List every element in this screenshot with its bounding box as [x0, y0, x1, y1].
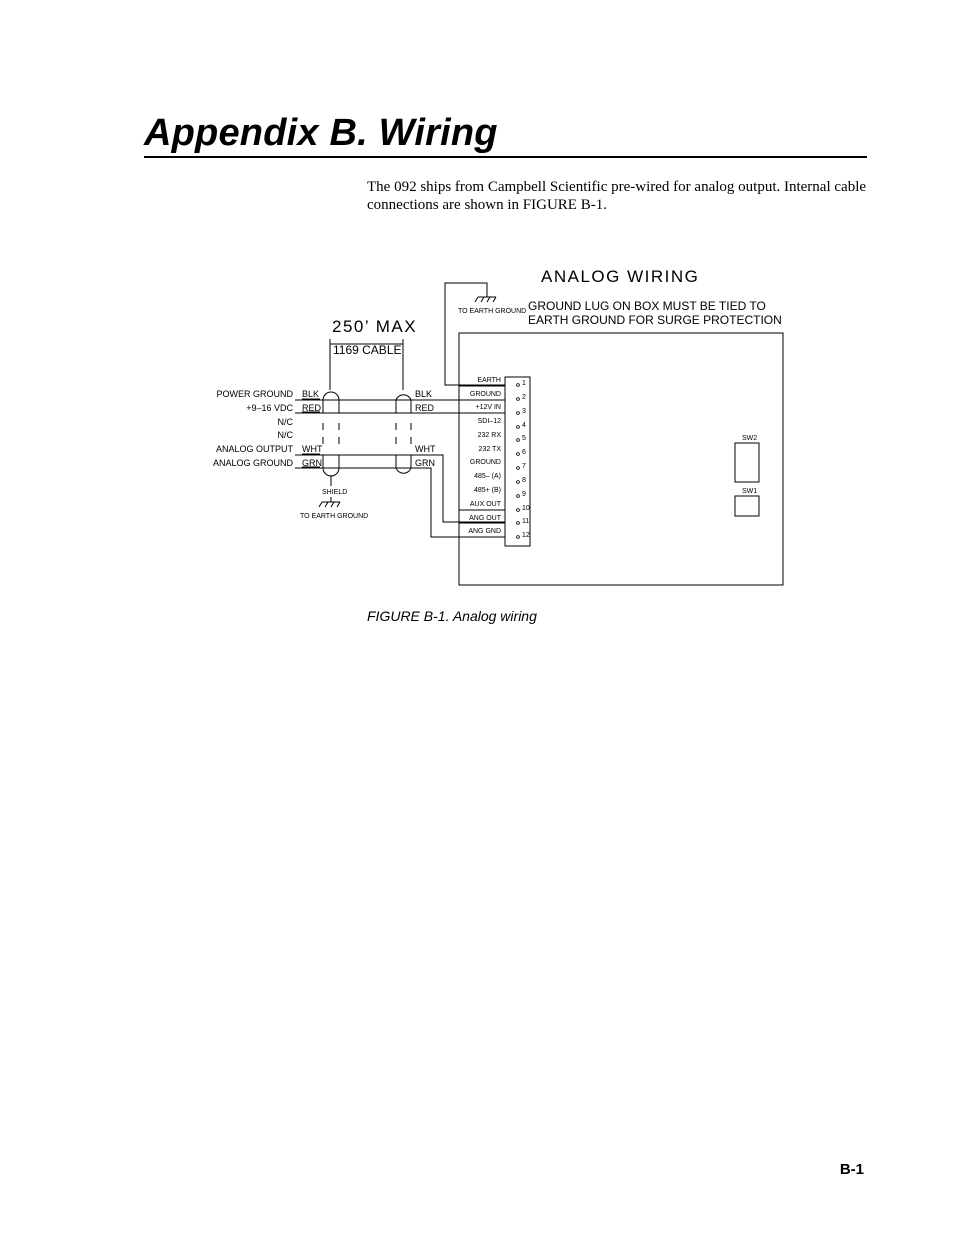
wire-color-right: BLK: [415, 389, 433, 399]
switch-sw2-outline: [735, 443, 759, 482]
terminal-number: 1: [522, 380, 526, 387]
cable-length-label: 250’ MAX: [332, 317, 418, 336]
shield-ground-label: TO EARTH GROUND: [300, 513, 369, 520]
terminal-label: 232 TX: [478, 446, 501, 453]
page-number: B-1: [839, 1161, 864, 1178]
switch-sw2-label: SW2: [742, 435, 758, 442]
terminal-label: 485– (A): [474, 473, 501, 480]
figure-caption: FIGURE B-1. Analog wiring: [367, 608, 537, 624]
wire-color-left: GRN: [302, 458, 322, 468]
terminal-label: ANG GND: [468, 528, 501, 535]
shield-label: SHIELD: [322, 489, 348, 496]
terminal-number: 2: [522, 394, 526, 401]
signal-label: ANALOG OUTPUT: [215, 444, 293, 454]
enclosure-box: [459, 333, 783, 585]
signal-label: N/C: [277, 430, 293, 440]
terminal-label: GROUND: [469, 459, 501, 466]
intro-paragraph: The 092 ships from Campbell Scientific pre-wired for analog output. Internal cable connections are shown in FIGURE B-1.: [367, 179, 867, 213]
signal-label: N/C: [277, 417, 293, 427]
terminal-label: GROUND: [469, 391, 501, 398]
wire-color-left: WHT: [302, 444, 323, 454]
terminal-number: 9: [522, 491, 526, 498]
terminal-number: 11: [522, 518, 530, 525]
signal-label: ANALOG GROUND: [212, 458, 293, 468]
terminal-label: 485+ (B): [473, 487, 501, 494]
switch-sw1-outline: [735, 496, 759, 516]
signal-label: POWER GROUND: [216, 389, 293, 399]
earth-ground-top-label: TO EARTH GROUND: [458, 308, 527, 315]
terminal-number: 4: [522, 422, 526, 429]
wire-color-right: GRN: [415, 458, 435, 468]
switch-sw1-label: SW1: [742, 488, 758, 495]
terminal-label: +12V IN: [475, 404, 501, 411]
terminal-label: EARTH: [477, 377, 501, 384]
terminal-number: 7: [522, 463, 526, 470]
page-title: Appendix B. Wiring: [144, 112, 498, 154]
terminal-number: 3: [522, 408, 526, 415]
ground-note-line1: GROUND LUG ON BOX MUST BE TIED TO: [528, 299, 766, 313]
terminal-number: 8: [522, 477, 526, 484]
terminal-number: 12: [522, 532, 530, 539]
cable-name-label: 1169 CABLE: [333, 343, 402, 357]
wire-color-right: WHT: [415, 444, 436, 454]
terminal-label: SDI–12: [477, 418, 501, 425]
terminal-label: 232 RX: [477, 432, 501, 439]
wire-color-left: BLK: [302, 389, 320, 399]
ground-note-line2: EARTH GROUND FOR SURGE PROTECTION: [528, 313, 782, 327]
terminal-number: 5: [522, 435, 526, 442]
terminal-label: AUX OUT: [469, 501, 501, 508]
earth-lug-wire: [445, 283, 505, 385]
terminal-number: 6: [522, 449, 526, 456]
signal-label: +9–16 VDC: [246, 403, 293, 413]
wire-color-left: RED: [302, 403, 322, 413]
terminal-label: ANG OUT: [469, 515, 501, 522]
diagram-title: ANALOG WIRING: [541, 267, 700, 286]
terminal-number: 10: [522, 505, 530, 512]
wire-color-right: RED: [415, 403, 435, 413]
